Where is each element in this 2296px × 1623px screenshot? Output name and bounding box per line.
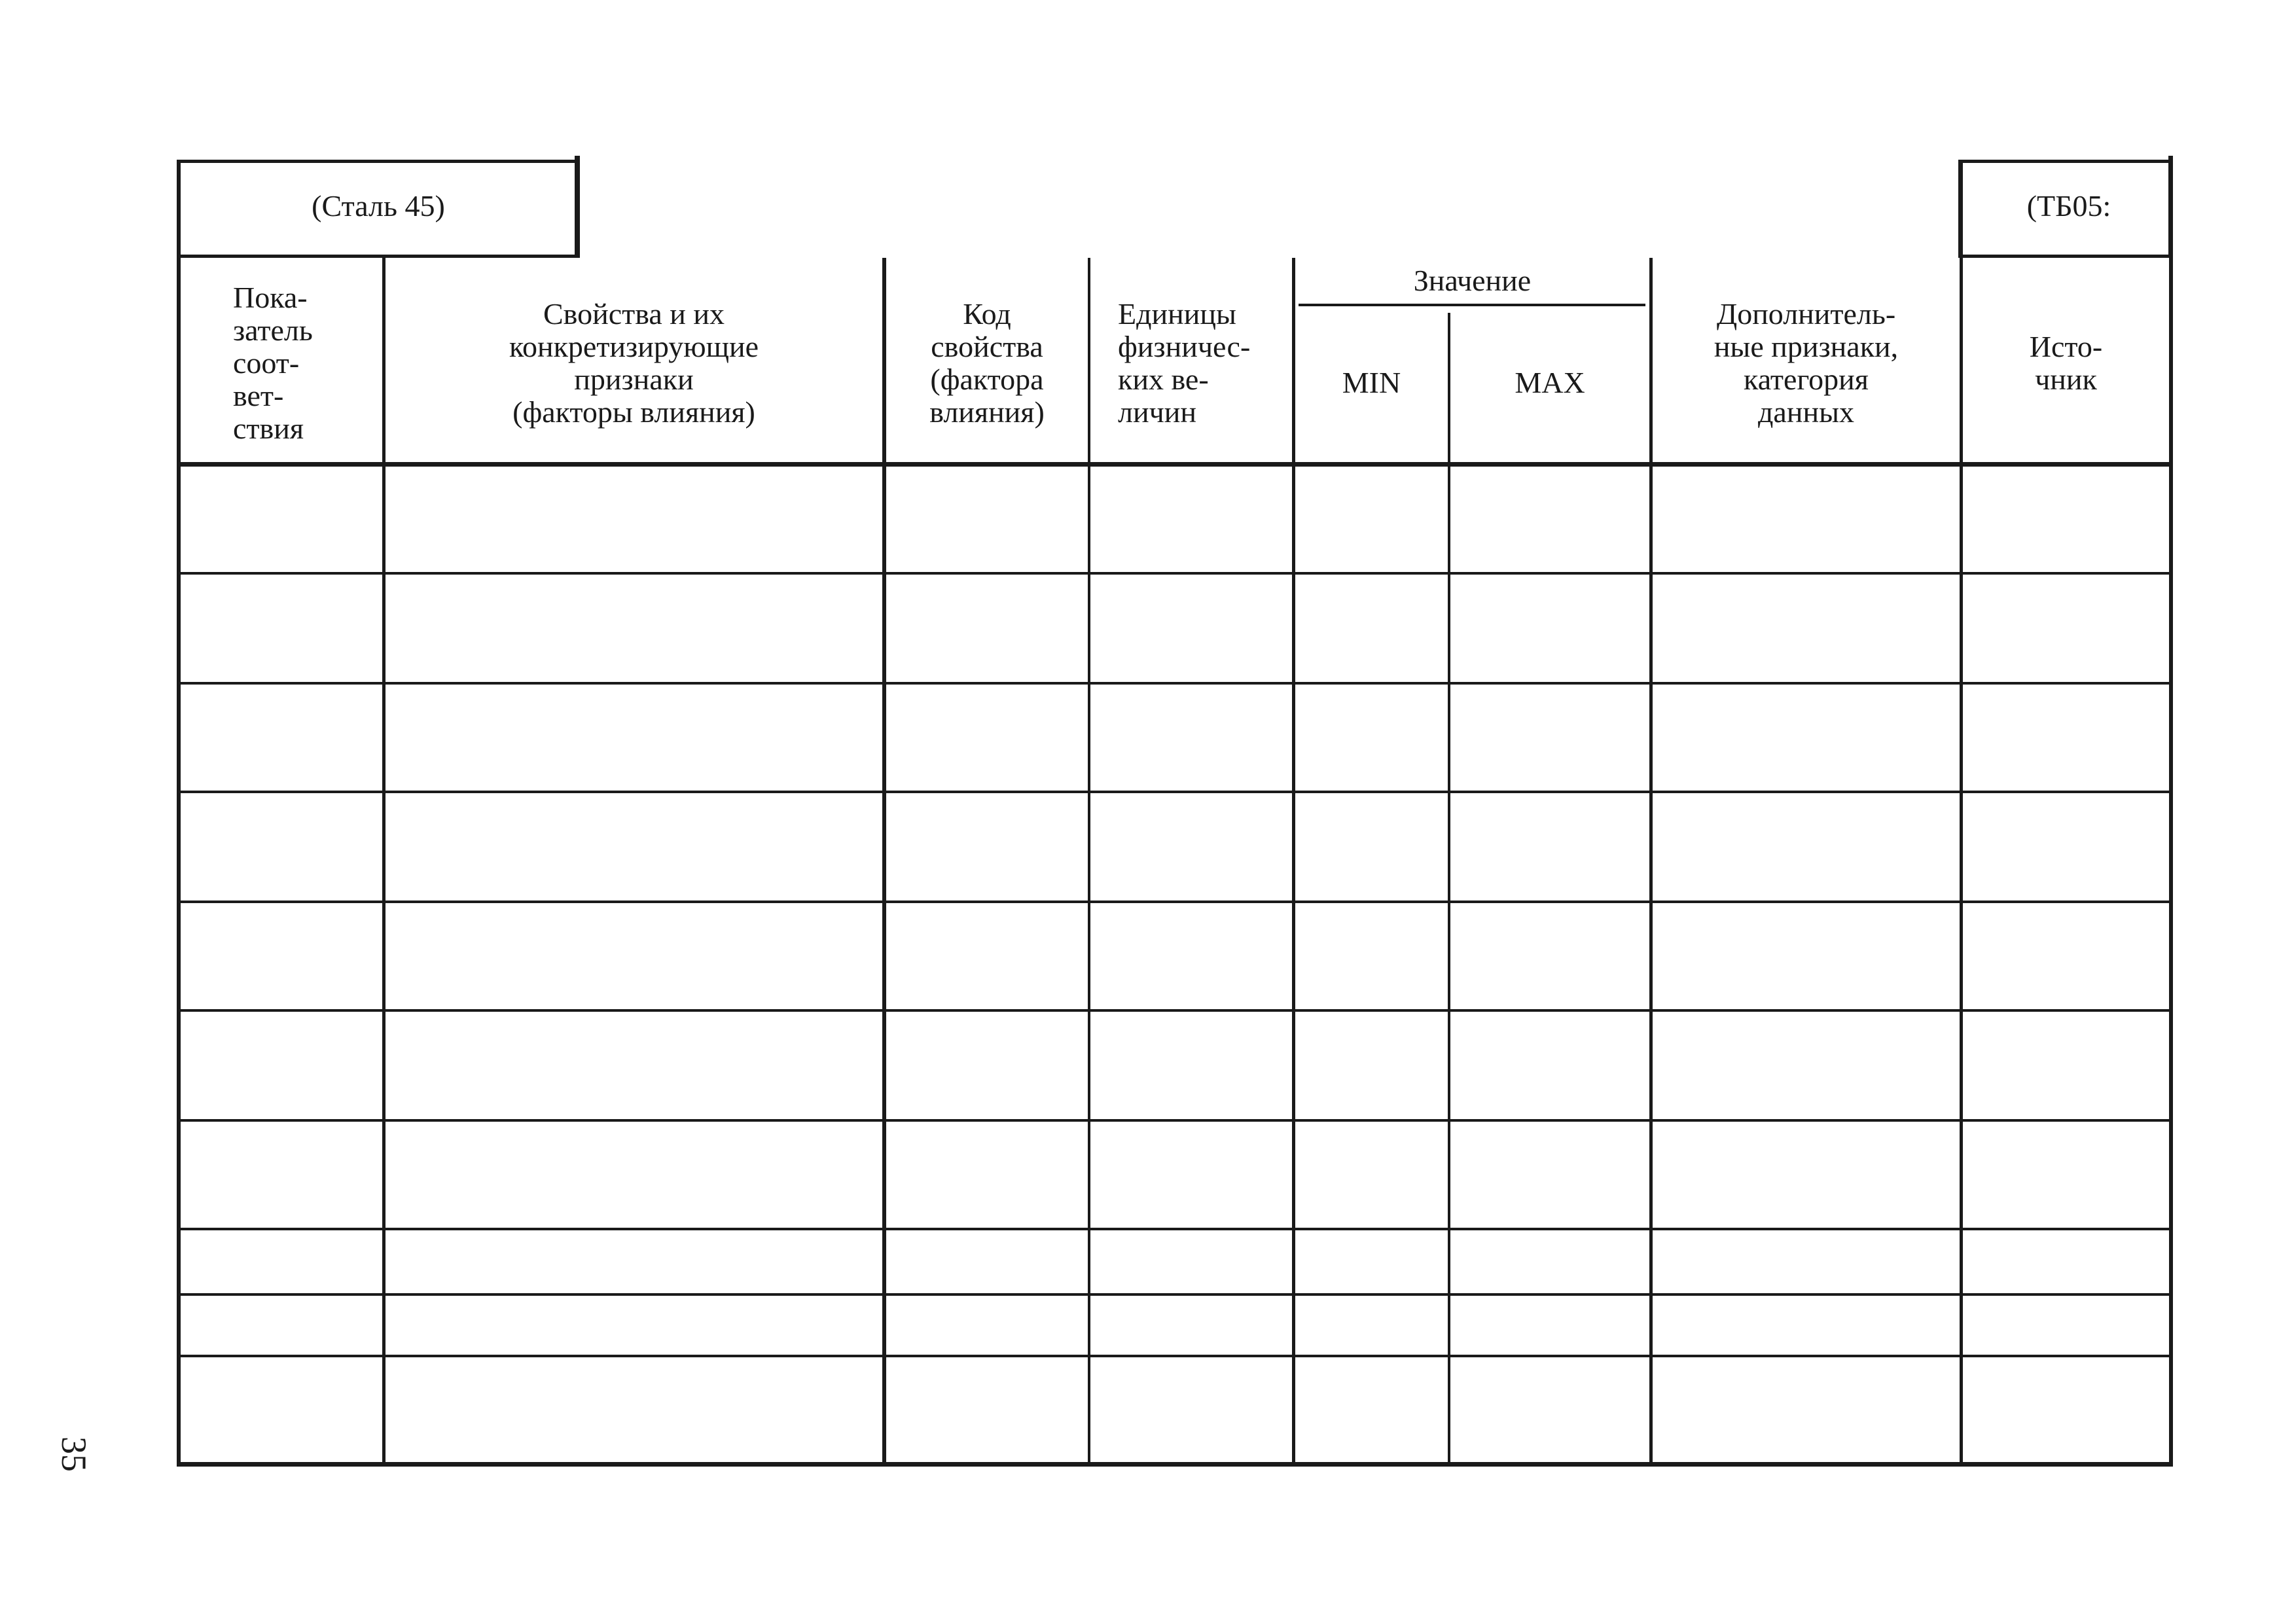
table-cell [1295,793,1446,899]
table-cell [181,1357,382,1458]
table-cell [181,793,382,899]
table-cell [386,1012,882,1118]
table-cell [1450,1122,1649,1226]
table-cell [886,1296,1086,1353]
table-cell [386,685,882,789]
table-cell [181,1122,382,1226]
table-cell [886,903,1086,1008]
table-cell [886,793,1086,899]
table-cell [1295,575,1446,681]
table-cell [886,1012,1086,1118]
table-cell [1963,685,2165,789]
table-cell [386,467,882,571]
table-cell [1653,1122,1959,1226]
table-cell [1450,1012,1649,1118]
table-cell [386,903,882,1008]
col-header-units: Единицы физничес- ких ве- личин [1118,297,1251,429]
col-header-indicator: Пока- затель соот- вет- ствия [233,281,313,445]
table-cell [1450,1230,1649,1292]
table-cell [1653,685,1959,789]
table-cell [1295,1122,1446,1226]
table-cell [1963,903,2165,1008]
table-cell [1295,1012,1446,1118]
table-cell [886,1230,1086,1292]
table-cell [386,1230,882,1292]
table-cell [386,1357,882,1458]
table-cell [1295,1296,1446,1353]
table-cell [1963,467,2165,571]
table-cell [1963,1296,2165,1353]
table-cell [1090,793,1291,899]
table-cell [1450,793,1649,899]
table-cell [1653,1230,1959,1292]
table-cell [1450,685,1649,789]
table-cell [181,467,382,571]
table-cell [1653,1296,1959,1353]
header-bottom-rule [177,462,2173,467]
col-header-additional: Дополнитель- ные признаки, категория данных [1713,297,1899,429]
table-cell [1090,575,1291,681]
table-cell [181,575,382,681]
table-cell [1090,903,1291,1008]
table-cell [886,685,1086,789]
table-cell [886,575,1086,681]
table-cell [1653,793,1959,899]
table-cell [1963,1357,2165,1458]
table-cell [386,1122,882,1226]
table-cell [1295,903,1446,1008]
table-cell [1090,1357,1291,1458]
table-cell [1090,1012,1291,1118]
table-cell [1450,575,1649,681]
table-cell [1653,1357,1959,1458]
col-header-min: MIN [1342,366,1401,399]
table-cell [1090,1122,1291,1226]
table-code-label: (ТБ05: [2026,189,2111,223]
table-cell [181,1012,382,1118]
table-cell [386,575,882,681]
table-cell [1450,903,1649,1008]
table-cell [1450,467,1649,571]
table-cell [1295,1230,1446,1292]
table-cell [1090,1230,1291,1292]
table-cell [1653,467,1959,571]
table-cell [1295,685,1446,789]
table-bottom-rule [177,1462,2173,1467]
table-cell [1450,1296,1649,1353]
table-cell [386,793,882,899]
col-header-max: MAX [1515,366,1585,399]
table-cell [1963,1012,2165,1118]
table-cell [1963,575,2165,681]
table-cell [886,1357,1086,1458]
col-header-properties: Свойства и их конкретизирующие признаки (факторы влияния) [509,297,759,429]
table-cell [1090,685,1291,789]
table-border-right [2169,258,2173,1466]
table-cell [1295,467,1446,571]
table-cell [181,903,382,1008]
table-cell [181,1296,382,1353]
table-cell [1450,1357,1649,1458]
table-cell [1963,793,2165,899]
table-cell [1963,1122,2165,1226]
table-cell [1963,1230,2165,1292]
table-cell [1653,903,1959,1008]
table-cell [1090,1296,1291,1353]
table-cell [886,1122,1086,1226]
col-group-header-value: Значение [1413,264,1532,297]
table-cell [1653,575,1959,681]
col-header-property-code: Код свойства (фактора влияния) [929,297,1045,429]
table-cell [386,1296,882,1353]
table-cell [1295,1357,1446,1458]
table-cell [181,685,382,789]
col-header-source: Исто- чник [2029,330,2103,396]
table-cell [1653,1012,1959,1118]
table-cell [181,1230,382,1292]
table-cell [886,467,1086,571]
material-label: (Сталь 45) [312,189,445,223]
page-number: 35 [54,1436,94,1472]
table-cell [1090,467,1291,571]
